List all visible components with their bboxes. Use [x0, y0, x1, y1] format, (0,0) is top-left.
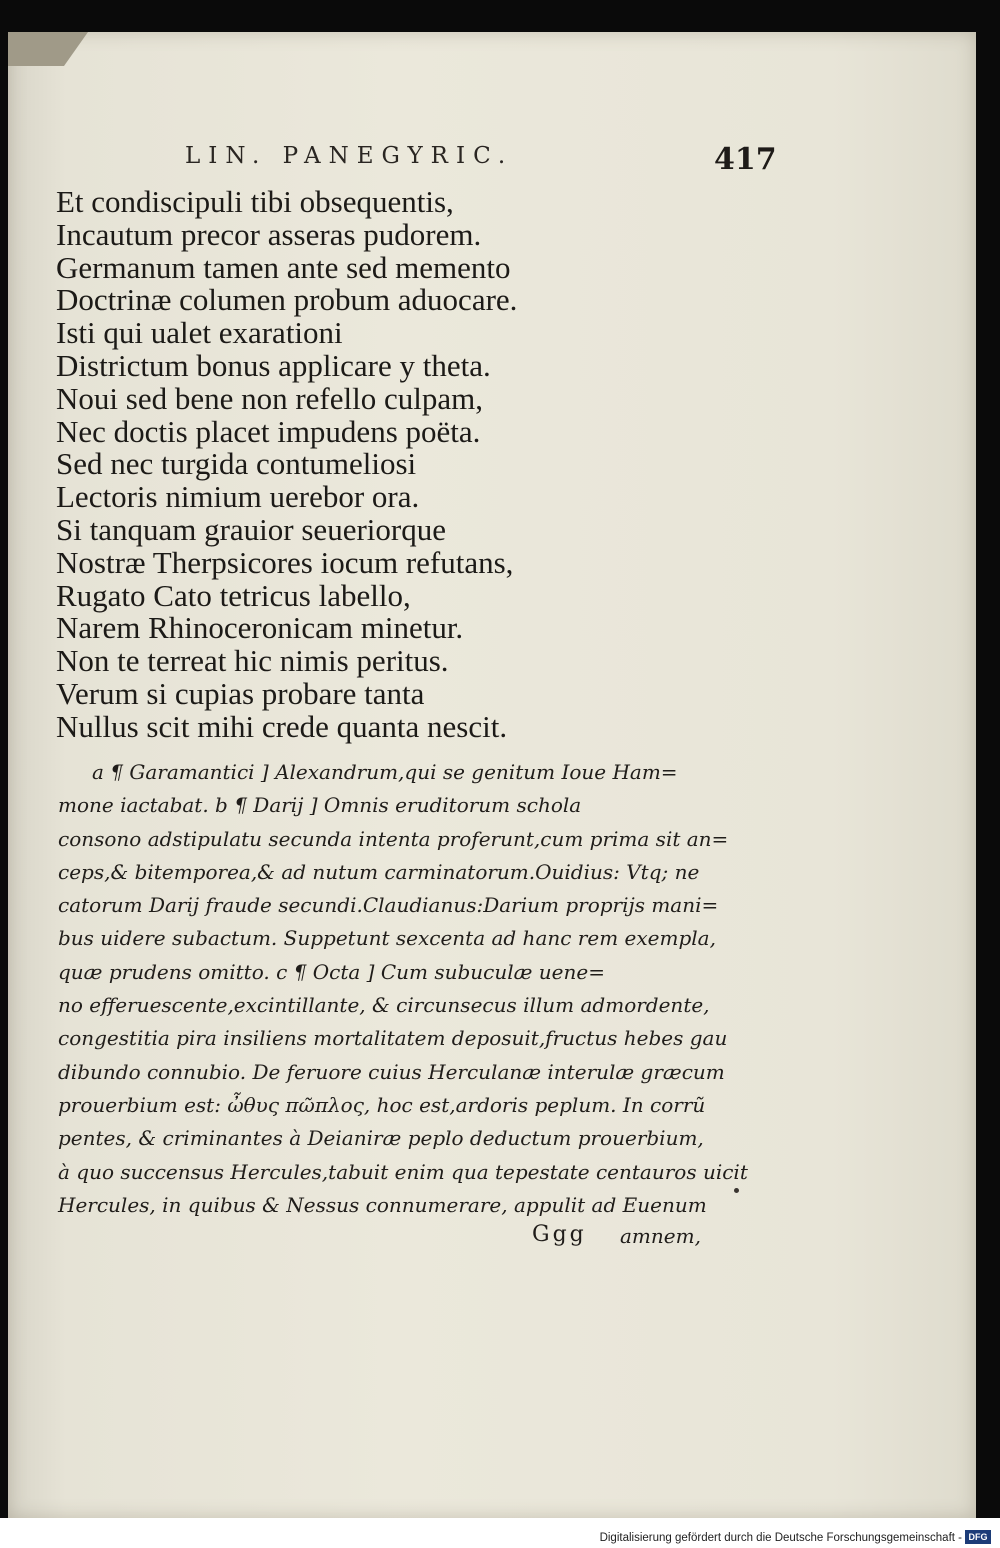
page-corner-tab: [8, 32, 88, 66]
verse-line: Nec doctis placet impudens poëta.: [56, 413, 481, 449]
verse-line: Germanum tamen ante sed memento: [56, 249, 511, 285]
verse-line: Non te terreat hic nimis peritus.: [56, 643, 449, 679]
commentary-line: catorum Darij fraude secundi.Claudianus:Darium proprijs mani=: [58, 893, 719, 918]
catchword: amnem,: [620, 1224, 701, 1248]
verse-line: Nostræ Therpsicores iocum refutans,: [56, 544, 514, 580]
commentary-block: [58, 756, 748, 1222]
commentary-line: à quo succensus Hercules,tabuit enim qua tepestate centauros uicit: [58, 1159, 748, 1184]
verse-line: Incautum precor asseras pudorem.: [56, 216, 482, 252]
commentary-line: Hercules, in quibus & Nessus connumerare, appulit ad Euenum: [58, 1192, 707, 1217]
margin-ink-dot: [734, 1188, 739, 1193]
signature-mark: Ggg: [532, 1222, 587, 1247]
verse-line: Isti qui ualet exarationi: [56, 315, 343, 351]
verse-line: Et condiscipuli tibi obsequentis,: [56, 184, 454, 219]
verse-line: Sed nec turgida contumeliosi: [56, 446, 417, 482]
running-head: LIN. PANEGYRIC.: [185, 143, 514, 169]
commentary-line: a ¶ Garamantici ] Alexandrum,qui se genitum Ioue Ham=: [92, 760, 678, 784]
commentary-line: no efferuescente,excintillante, & circunsecus illum admordente,: [58, 993, 710, 1018]
commentary-line: dibundo connubio. De feruore cuius Herculanæ interulæ græcum: [58, 1059, 725, 1084]
commentary-line: congestitia pira insiliens mortalitatem deposuit,fructus hebes gau: [58, 1026, 728, 1051]
verse-line: Lectoris nimium uerebor ora.: [56, 479, 420, 515]
commentary-line: quæ prudens omitto. c ¶ Octa ] Cum subuculæ uene=: [58, 959, 605, 984]
verse-line: Narem Rhinoceronicam minetur.: [56, 610, 464, 646]
commentary-line: mone iactabat. b ¶ Darij ] Omnis eruditorum schola: [58, 793, 582, 818]
verse-line: Noui sed bene non refello culpam,: [56, 380, 483, 416]
verse-line: Districtum bonus applicare y theta.: [56, 347, 491, 383]
verse-line: Nullus scit mihi crede quanta nescit.: [56, 708, 508, 744]
page-number: 417: [714, 142, 777, 177]
verse-line: Rugato Cato tetricus labello,: [56, 577, 411, 613]
commentary-line: ceps,& bitemporea,& ad nutum carminatorum.Ouidius: Vtq; ne: [58, 859, 700, 884]
verse-line: Si tanquam grauior seueriorque: [56, 511, 446, 547]
commentary-line: consono adstipulatu secunda intenta proferunt,cum prima sit an=: [58, 826, 729, 851]
footer-credit: Digitalisierung gefördert durch die Deutsche Forschungsgemeinschaft -: [599, 1532, 962, 1544]
commentary-line: bus uidere subactum. Suppetunt sexcenta ad hanc rem exempla,: [58, 926, 716, 951]
verse-line: Verum si cupias probare tanta: [56, 675, 425, 711]
commentary-line: prouerbium est: ὦθυς πῶπλος, hoc est,ardoris peplum. In corrũ: [58, 1092, 706, 1117]
commentary-line: pentes, & criminantes à Deianiræ peplo deductum prouerbium,: [58, 1126, 704, 1151]
dfg-logo-icon: DFG: [965, 1530, 991, 1544]
verse-line: Doctrinæ columen probum aduocare.: [56, 282, 518, 318]
verse-block: [56, 186, 517, 744]
